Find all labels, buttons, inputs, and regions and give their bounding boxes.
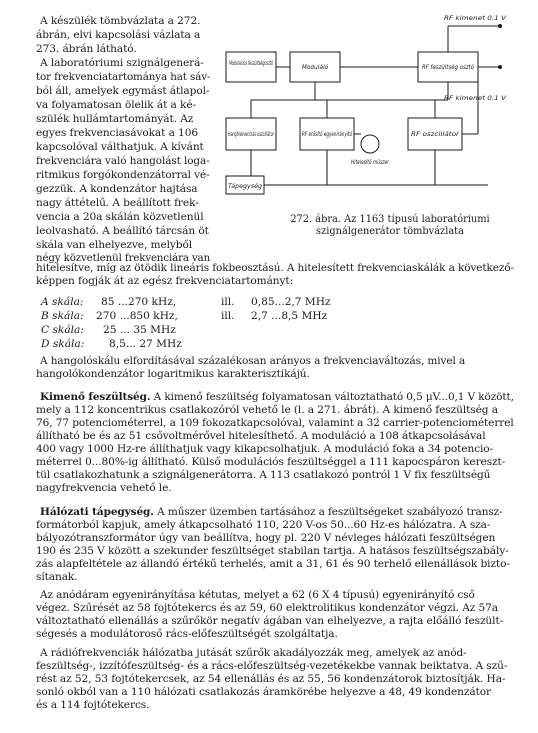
text-line: ritmikus forgókondenzátorral vé- — [36, 169, 210, 181]
text-line: frekvenciára való hangolást loga- — [36, 155, 210, 167]
scale-ill: ill. — [221, 296, 235, 308]
scale-range: 25 ... 35 MHz — [103, 324, 176, 336]
block-b4-label: Hangfrekvenciás oszcillátor — [228, 132, 308, 138]
text-line: skála van elhelyezve, melyből — [36, 239, 193, 251]
block-diagram — [218, 8, 518, 208]
text-line: sonló okból van a 110 hálózati csatlakozás áramkörébe helyezve a 48, 49 kondenzátor — [36, 686, 491, 698]
text-line: és a 114 fojtótekercs. — [36, 699, 150, 711]
scale-name: C skála: — [41, 324, 84, 336]
output-label-top: RF kimenet 0.1 V — [444, 16, 508, 22]
scale-range2: 2,7 ...8,5 MHz — [251, 310, 328, 322]
text-line: ábrán, elvi kapcsolási vázlata a — [36, 29, 201, 41]
text-line: 190 és 235 V között a szekunder feszültséget stabilan tartja. A hatásos feszültségszabály- — [36, 545, 509, 557]
section-heading-kimeno: Kimenő feszültség. — [40, 391, 151, 403]
text-line: vencia a 20a skálán közvetlenül — [36, 211, 204, 223]
block-b3-label: RF feszültség osztó — [422, 65, 478, 71]
output-label-mid: RF kimenet 0.1 V — [444, 96, 508, 102]
text-line: A hangolóskálu elfordításával százalékosan arányos a frekvenciaváltozás, mivel a — [40, 355, 466, 367]
text-line: A laboratóriumi szignálgenerá- — [40, 57, 204, 69]
output-terminal-icon — [498, 24, 502, 28]
scale-range: 270 ...850 kHz, — [96, 310, 178, 322]
text-line — [40, 506, 514, 518]
text-line: változtatható ellenállás a szűrőkör negatív ágában van elhelyezve, a rajta előálló feszült- — [36, 615, 504, 627]
block-b5-label: RF erősítő egyenirányító — [302, 132, 373, 138]
block-b1-label: Modulációs feszültségosztó — [229, 61, 309, 67]
text-line: szülék hullámtartományát. Az — [36, 113, 194, 125]
text-line: hangolókondenzátor logaritmikus karakterisztikájú. — [36, 368, 310, 380]
text-span: A kimenő feszültség folyamatosan változtatható 0,5 μV...0,1 V között, — [150, 391, 514, 403]
block-b1 — [226, 52, 309, 82]
text-line: rést az 52, 53 fojtótekercsek, az 54 ellenállás és az 55, 56 kondenzátorok biztosítják. Ha- — [36, 673, 506, 685]
figure-caption: 272. ábra. Az 1163 típusú laboratóriumi szignálgenerátor tömbvázlata — [290, 214, 490, 237]
text-line: 400 vagy 1000 Hz-re állíthatjuk vagy kikapcsolhatjuk. A moduláció foka a 34 potencio- — [36, 443, 494, 455]
text-line: hitelesítve, míg az ötödik lineáris fokbeosztású. A hitelesített frekvenciaskálák a következő- — [36, 262, 514, 274]
text-line: tor frekvenciatartománya hat sáv- — [36, 71, 211, 83]
meter-label: Hitelesítő műszer — [351, 160, 402, 166]
scale-range2: 0,85...2,7 MHz — [251, 296, 331, 308]
text-line: állítható be és az 51 csővoltmérővel hitelesíthető. A moduláció a 108 átkapcsolásával — [36, 430, 486, 442]
text-line: zás alapfeltétele az állandó értékű terhelés, amit a 31, 61 és 90 terhelő ellenállások bizto- — [36, 558, 510, 570]
text-line: leolvasható. A beállító tárcsán öt — [36, 225, 209, 237]
text-line: bályozótranszformátor úgy van beállítva, hogy pl. 220 V névleges hálózati feszültségen — [36, 532, 496, 544]
text-span: A műszer üzemben tartásához a feszültségeket szabályozó transz- — [153, 506, 503, 518]
text-line: ségesés a modulátoroső rács-előfeszültségét szolgáltatja. — [36, 628, 338, 640]
section-heading-halozati: Hálózati tápegység. — [40, 506, 154, 518]
text-line: A készülék tömbvázlata a 272. — [40, 15, 201, 27]
text-line: nagy áttételű. A beállított frek- — [36, 197, 199, 209]
text-line: 76, 77 potenciométerrel, a 109 fokozatkapcsolóval, valamint a 32 carrier-potenciométerrel — [36, 417, 514, 429]
scale-range: 8,5... 27 MHz — [109, 338, 182, 350]
text-line — [40, 391, 513, 403]
scale-name: D skála: — [41, 338, 85, 350]
text-line: kapcsolóval válthatjuk. A kívánt — [36, 141, 204, 153]
block-b6-label: RF oszcillátor — [411, 132, 450, 138]
scale-name: A skála: — [41, 296, 84, 308]
text-line: négy közvetlenül frekvenciára van — [36, 252, 211, 264]
text-line: 273. ábrán látható. — [36, 43, 137, 55]
text-line: képpen fogják át az egész frekvenciatartományt: — [36, 275, 294, 287]
scale-ill: ill. — [221, 310, 235, 322]
meter-symbol — [361, 135, 379, 153]
text-line: méterrel 0...80%-ig állítható. Külső modulációs feszültséggel a 111 kapocspáron kereszt- — [36, 456, 506, 468]
text-line: gezzük. A kondenzátor hajtása — [36, 183, 198, 195]
text-line: formátorból kapjuk, amely átkapcsolható 110, 220 V-os 50...60 Hz-es hálózatra. A sza- — [36, 519, 491, 531]
scale-name: B skála: — [41, 310, 84, 322]
text-line: ból áll, amelyek egymást átlapol- — [36, 85, 210, 97]
text-line: nagyfrekvencia vehető le. — [36, 482, 172, 494]
text-line: egyes frekvenciasávokat a 106 — [36, 127, 198, 139]
text-line: A rádiófrekvenciák hálózatba jutását szűrők akadályozzák meg, amelyek az anód- — [40, 647, 467, 659]
block-b2-label: Moduláló — [301, 65, 329, 71]
text-line: va folyamatosan ölelik át a ké- — [36, 99, 196, 111]
text-line: feszültség-, izzítófeszültség- és a rács-előfeszültség-vezetékekbe vannak beiktatva. A szű- — [36, 660, 508, 672]
scale-range: 85 ...270 kHz, — [101, 296, 177, 308]
text-line: Az anódáram egyenirányítása kétutas, melyet a 62 (6 X 4 típusú) egyenirányító cső — [40, 589, 475, 601]
text-line: sítanak. — [36, 571, 78, 583]
text-line: végez. Szűrését az 58 fojtótekercs és az 59, 60 elektrolitikus kondenzátor végzi. Az 57a — [36, 602, 499, 614]
text-line: mely a 112 koncentrikus csatlakozóról vehető le (l. a 271. ábrát). A kimenő feszültség a — [36, 404, 498, 416]
text-line: tül csatlakozhatunk a szignálgenerátorra. A 113 csatlakozó pontról 1 V fix feszültségű — [36, 469, 491, 481]
output-terminal-icon — [498, 65, 502, 69]
block-b7-label: Tápegység — [228, 184, 260, 190]
